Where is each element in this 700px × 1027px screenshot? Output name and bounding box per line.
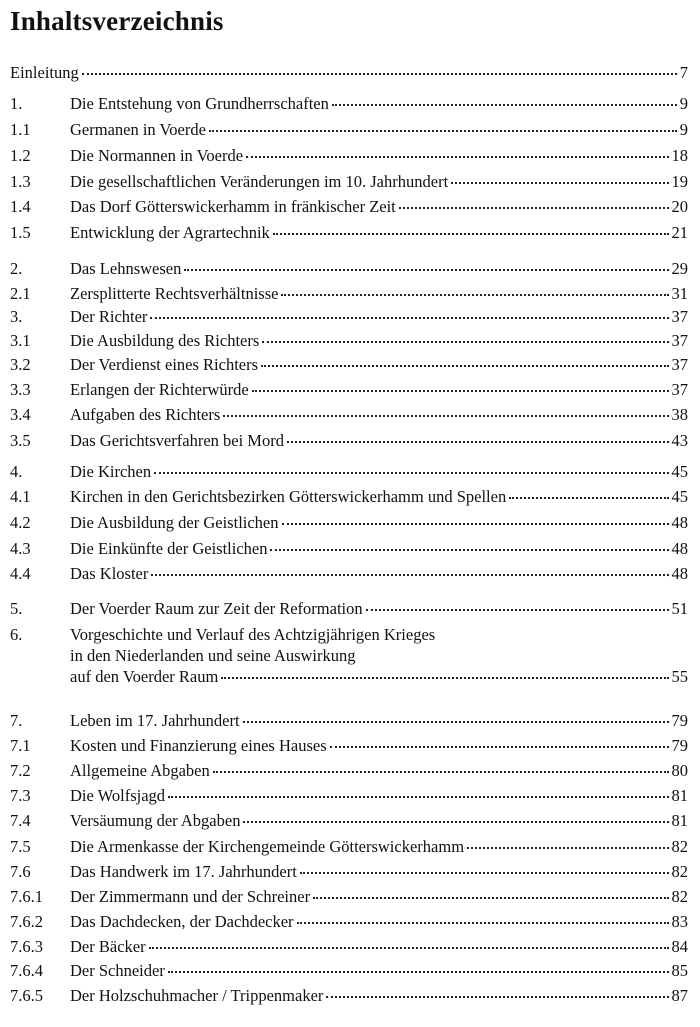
toc-entry-page: 43 <box>671 431 688 450</box>
toc-entry-number: 2. <box>10 259 23 278</box>
toc-entry-page: 82 <box>671 862 688 881</box>
toc-entry-title: Die gesellschaftlichen Veränderungen im 10. Jahrhundert <box>70 172 449 191</box>
dot-leader <box>213 771 669 773</box>
toc-entry <box>10 119 688 140</box>
toc-entry-number: 7.6.1 <box>10 887 43 906</box>
toc-entry <box>10 171 688 192</box>
toc-entry-title: Einleitung <box>10 63 79 82</box>
toc-entry-number: 1.4 <box>10 197 31 216</box>
toc-entry <box>10 911 688 932</box>
toc-entry-title: Das Lehnswesen <box>70 259 182 278</box>
toc-entry-page: 51 <box>671 599 688 618</box>
dot-leader <box>330 746 669 748</box>
toc-entry-title: Erlangen der Richterwürde <box>70 380 249 399</box>
toc-entry-title: Germanen in Voerde <box>70 120 206 139</box>
dot-leader <box>297 922 669 924</box>
toc-entry-title: Die Armenkasse der Kirchengemeinde Götterswickerhamm <box>70 837 465 856</box>
toc-entry-page: 83 <box>671 912 688 931</box>
toc-entry <box>10 960 688 981</box>
toc-entry-page: 20 <box>671 197 688 216</box>
toc-entry <box>10 886 688 907</box>
toc-entry <box>10 563 688 584</box>
dot-leader <box>451 182 668 184</box>
toc-entry-title: in den Niederlanden und seine Auswirkung <box>70 646 356 665</box>
toc-entry-page: 9 <box>679 94 688 113</box>
toc-entry <box>10 404 688 425</box>
toc-entry-page: 37 <box>671 307 688 326</box>
toc-entry <box>10 258 688 279</box>
toc-entry <box>10 354 688 375</box>
toc-entry-number: 5. <box>10 599 23 618</box>
toc-entry <box>10 306 688 327</box>
toc-entry-number: 1.3 <box>10 172 31 191</box>
toc-entry-number: 6. <box>10 625 23 644</box>
toc-entry-number: 7.6.5 <box>10 986 43 1005</box>
dot-leader <box>209 130 677 132</box>
toc-entry-number: 7.5 <box>10 837 31 856</box>
toc-entry-page: 29 <box>671 259 688 278</box>
toc-entry-title: Allgemeine Abgaben <box>70 761 210 780</box>
toc-entry-title: Die Kirchen <box>70 462 152 481</box>
toc-entry-title: Zersplitterte Rechtsverhältnisse <box>70 284 279 303</box>
toc-entry <box>10 512 688 533</box>
toc-entry <box>10 538 688 559</box>
toc-entry-number: 7.1 <box>10 736 31 755</box>
toc-entry-number: 7.6 <box>10 862 31 881</box>
toc-entry-page: 37 <box>671 331 688 350</box>
toc-entry <box>10 430 688 451</box>
toc-entry-title: Das Handwerk im 17. Jahrhundert <box>70 862 297 881</box>
toc-entry-title: Der Schneider <box>70 961 165 980</box>
toc-entry-page: 79 <box>671 711 688 730</box>
dot-leader <box>184 269 668 271</box>
dot-leader <box>366 609 669 611</box>
toc-entry <box>10 93 688 114</box>
toc-entry-number: 1.5 <box>10 223 31 242</box>
toc-entry-title: Das Gerichtsverfahren bei Mord <box>70 431 284 450</box>
toc-entry-number: 3.3 <box>10 380 31 399</box>
toc-entry-page: 79 <box>671 736 688 755</box>
toc-entry <box>10 145 688 166</box>
toc-entry <box>10 379 688 400</box>
toc-entry-title: Das Dorf Götterswickerhamm in fränkischer Zeit <box>70 197 396 216</box>
toc-entry-page: 21 <box>671 223 688 242</box>
toc-entry-page: 82 <box>671 887 688 906</box>
toc-entry <box>10 785 688 806</box>
toc-entry-page: 7 <box>679 63 688 82</box>
toc-entry-number: 3.2 <box>10 355 31 374</box>
dot-leader <box>82 73 677 75</box>
toc-entry-number: 7.3 <box>10 786 31 805</box>
toc-entry <box>10 461 688 482</box>
toc-entry-page: 19 <box>671 172 688 191</box>
toc-entry-number: 3.1 <box>10 331 31 350</box>
toc-entry-number: 4.3 <box>10 539 31 558</box>
toc-entry <box>10 760 688 781</box>
dot-leader <box>154 472 668 474</box>
dot-leader <box>399 207 669 209</box>
toc-entry <box>10 710 688 731</box>
dot-leader <box>168 796 668 798</box>
toc-entry-number: 2.1 <box>10 284 31 303</box>
dot-leader <box>326 996 668 998</box>
toc-entry-page: 45 <box>671 462 688 481</box>
toc-entry <box>10 196 688 217</box>
toc-entry-page: 87 <box>671 986 688 1005</box>
toc-entry <box>10 735 688 756</box>
toc-entry-title: Versäumung der Abgaben <box>70 811 241 830</box>
toc-entry <box>10 810 688 831</box>
toc-entry-title: Der Voerder Raum zur Zeit der Reformation <box>70 599 363 618</box>
toc-entry <box>10 624 688 687</box>
toc-entry-title: Der Verdienst eines Richters <box>70 355 259 374</box>
toc-entry-number: 3.5 <box>10 431 31 450</box>
dot-leader <box>313 897 668 899</box>
dot-leader <box>168 971 669 973</box>
toc-entry-page: 82 <box>671 837 688 856</box>
toc-entry-page: 48 <box>671 513 688 532</box>
toc-entry-number: 7.6.2 <box>10 912 43 931</box>
toc-entry-number: 3. <box>10 307 23 326</box>
toc-entry-title: Die Normannen in Voerde <box>70 146 244 165</box>
toc-entry-title: Aufgaben des Richters <box>70 405 221 424</box>
toc-entry-title: Die Entstehung von Grundherrschaften <box>70 94 329 113</box>
toc-entry-title: Leben im 17. Jahrhundert <box>70 711 240 730</box>
dot-leader <box>467 847 668 849</box>
toc-entry-page: 81 <box>671 786 688 805</box>
toc-entry-title: Kosten und Finanzierung eines Hauses <box>70 736 327 755</box>
toc-entry-page: 48 <box>671 564 688 583</box>
dot-leader <box>221 677 668 679</box>
toc-entry-page: 18 <box>671 146 688 165</box>
toc-entry <box>10 62 688 83</box>
dot-leader <box>287 441 669 443</box>
toc-entry <box>10 985 688 1006</box>
toc-entry-number: 3.4 <box>10 405 31 424</box>
toc-entry-title: Entwicklung der Agrartechnik <box>70 223 270 242</box>
dot-leader <box>273 233 669 235</box>
dot-leader <box>243 821 668 823</box>
toc-entry-page: 80 <box>671 761 688 780</box>
toc-entry-number: 7. <box>10 711 23 730</box>
toc-entry-title: Der Holzschuhmacher / Trippenmaker <box>70 986 324 1005</box>
toc-entry-number: 4.1 <box>10 487 31 506</box>
dot-leader <box>300 872 669 874</box>
dot-leader <box>149 947 669 949</box>
dot-leader <box>243 721 669 723</box>
toc-entry <box>10 836 688 857</box>
toc-entry-page: 31 <box>671 284 688 303</box>
toc-entry <box>10 283 688 304</box>
toc-entry-page: 37 <box>671 380 688 399</box>
dot-leader <box>252 390 669 392</box>
toc-entry <box>10 222 688 243</box>
toc-entry <box>10 486 688 507</box>
dot-leader <box>151 574 668 576</box>
toc-entry-title: Der Bäcker <box>70 937 146 956</box>
toc-entry-title: Das Dachdecken, der Dachdecker <box>70 912 294 931</box>
toc-entry-number: 7.6.4 <box>10 961 43 980</box>
toc-entry-page: 81 <box>671 811 688 830</box>
toc-entry-number: 7.4 <box>10 811 31 830</box>
toc-entry-number: 4.4 <box>10 564 31 583</box>
toc-entry-title: Die Einkünfte der Geistlichen <box>70 539 268 558</box>
dot-leader <box>282 523 669 525</box>
toc-entry-number: 1.1 <box>10 120 31 139</box>
dot-leader <box>261 365 668 367</box>
toc-entry-title: auf den Voerder Raum <box>70 667 219 686</box>
toc-entry <box>10 861 688 882</box>
toc-entry-page: 38 <box>671 405 688 424</box>
page-title: Inhaltsverzeichnis <box>10 6 224 36</box>
toc-entry-page: 48 <box>671 539 688 558</box>
dot-leader <box>150 317 668 319</box>
toc-entry-number: 1. <box>10 94 23 113</box>
toc-entry-number: 7.2 <box>10 761 31 780</box>
dot-leader <box>332 104 677 106</box>
toc-entry-page: 9 <box>679 120 688 139</box>
toc-entry-page: 84 <box>671 937 688 956</box>
toc-entry-page: 37 <box>671 355 688 374</box>
dot-leader <box>509 497 668 499</box>
toc-entry-title: Die Ausbildung des Richters <box>70 331 260 350</box>
dot-leader <box>270 549 668 551</box>
toc-entry-title: Die Wolfsjagd <box>70 786 166 805</box>
dot-leader <box>246 156 668 158</box>
toc-entry <box>10 598 688 619</box>
dot-leader <box>223 415 668 417</box>
toc-entry-number: 7.6.3 <box>10 937 43 956</box>
toc-entry-page: 85 <box>671 961 688 980</box>
toc-entry-number: 4.2 <box>10 513 31 532</box>
toc-entry-page: 45 <box>671 487 688 506</box>
dot-leader <box>281 294 668 296</box>
toc-entry-title: Kirchen in den Gerichtsbezirken Götterswickerhamm und Spellen <box>70 487 507 506</box>
toc-entry <box>10 330 688 351</box>
toc-entry-page: 55 <box>671 667 688 686</box>
toc-entry <box>10 936 688 957</box>
toc-entry-title: Das Kloster <box>70 564 149 583</box>
toc-entry-title: Die Ausbildung der Geistlichen <box>70 513 279 532</box>
toc-entry-number: 4. <box>10 462 23 481</box>
toc-entry-title: Vorgeschichte und Verlauf des Achtzigjährigen Krieges <box>70 625 436 644</box>
toc-entry-number: 1.2 <box>10 146 31 165</box>
toc-entry-title: Der Richter <box>70 307 148 326</box>
dot-leader <box>262 341 668 343</box>
toc-entry-title: Der Zimmermann und der Schreiner <box>70 887 311 906</box>
